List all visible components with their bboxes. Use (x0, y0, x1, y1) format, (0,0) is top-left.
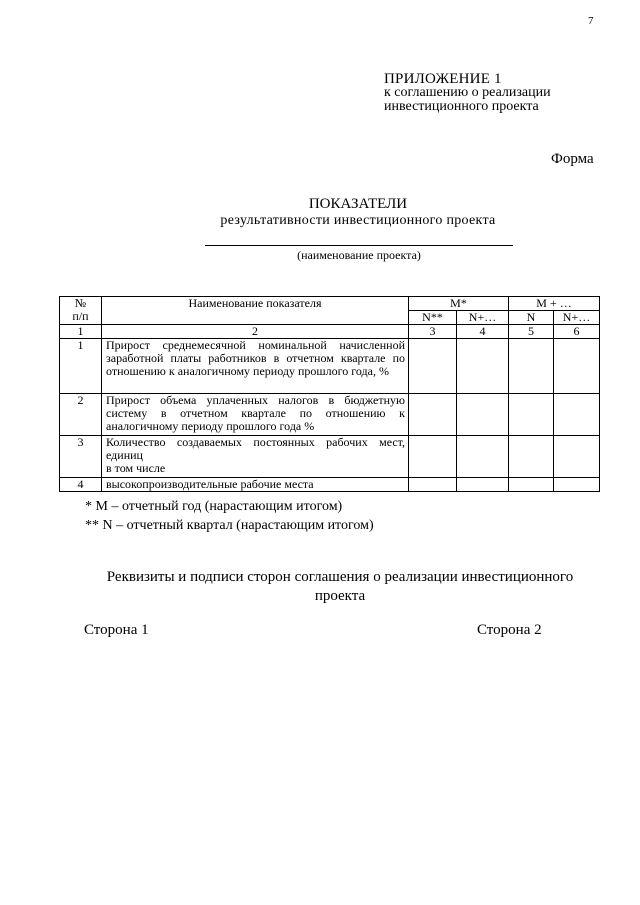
party-2-label: Сторона 2 (477, 622, 542, 638)
party-1-label: Сторона 1 (84, 622, 149, 638)
table-row (60, 339, 600, 394)
row-indicator-name-cell (102, 436, 409, 478)
header-m-group: М* (409, 297, 509, 311)
value-cell[interactable] (457, 394, 509, 436)
header-sub-n: N** (409, 311, 457, 325)
col-number: 2 (102, 325, 409, 339)
header-row-1 (60, 297, 600, 311)
header-num-cell (60, 297, 102, 325)
value-cell[interactable] (554, 339, 600, 394)
footnotes (85, 497, 374, 535)
header-num-sub: п/п (72, 309, 89, 323)
appendix-header (384, 72, 551, 114)
value-cell[interactable] (409, 394, 457, 436)
column-numbers-row (60, 325, 600, 339)
row-num: 3 (60, 436, 102, 478)
appendix-line-2: к соглашению о реализации (384, 85, 551, 100)
row-indicator-note: в том числе (106, 461, 166, 475)
value-cell[interactable] (509, 339, 554, 394)
value-cell[interactable] (409, 478, 457, 492)
header-sub-n-plus2: N+… (554, 311, 600, 325)
appendix-line-3: инвестиционного проекта (384, 99, 539, 114)
header-sub-n-plus: N+… (457, 311, 509, 325)
value-cell[interactable] (457, 436, 509, 478)
row-num: 2 (60, 394, 102, 436)
footnote-n: ** N – отчетный квартал (нарастающим итогом) (85, 518, 374, 533)
value-cell[interactable] (554, 478, 600, 492)
value-cell[interactable] (457, 339, 509, 394)
row-num: 1 (60, 339, 102, 394)
value-cell[interactable] (509, 436, 554, 478)
header-sub-n2: N (509, 311, 554, 325)
project-name-line (205, 245, 513, 246)
table-row (60, 478, 600, 492)
header-num: № (74, 296, 87, 310)
footnote-m: * М – отчетный год (нарастающим итогом) (85, 499, 343, 514)
requisites-line-2: проекта (314, 588, 366, 604)
table-row (60, 436, 600, 478)
col-number: 4 (457, 325, 509, 339)
value-cell[interactable] (554, 436, 600, 478)
col-number: 1 (60, 325, 102, 339)
row-indicator-name: Количество создаваемых постоянных рабочих мест, единиц (106, 435, 405, 462)
value-cell[interactable] (409, 339, 457, 394)
appendix-title: ПРИЛОЖЕНИЕ 1 (384, 71, 502, 87)
value-cell[interactable] (554, 394, 600, 436)
row-indicator-name: Прирост объема уплаченных налогов в бюджетную систему в отчетном квартале по отношению к аналогичному периоду прошлого года % (102, 394, 409, 436)
value-cell[interactable] (509, 478, 554, 492)
indicators-table (59, 296, 600, 492)
col-number: 6 (554, 325, 600, 339)
page-number: 7 (588, 15, 594, 27)
header-name: Наименование показателя (102, 297, 409, 325)
form-label: Форма (551, 151, 594, 167)
col-number: 5 (509, 325, 554, 339)
value-cell[interactable] (509, 394, 554, 436)
document-subtitle: результативности инвестиционного проекта (220, 213, 496, 228)
row-indicator-name: высокопроизводительные рабочие места (102, 478, 409, 492)
requisites-line-1: Реквизиты и подписи сторон соглашения о реализации инвестиционного (106, 569, 574, 585)
table-row (60, 394, 600, 436)
value-cell[interactable] (457, 478, 509, 492)
col-number: 3 (409, 325, 457, 339)
row-indicator-name: Прирост среднемесячной номинальной начисленной заработной платы работников в отчетном квартале по отношению к аналогичному периоду прошлого года, % (102, 339, 409, 394)
requisites-heading (0, 568, 640, 606)
project-name-caption: (наименование проекта) (297, 248, 421, 262)
row-num: 4 (60, 478, 102, 492)
value-cell[interactable] (409, 436, 457, 478)
document-title: ПОКАЗАТЕЛИ (308, 196, 408, 212)
header-m-plus-group: М + … (509, 297, 600, 311)
